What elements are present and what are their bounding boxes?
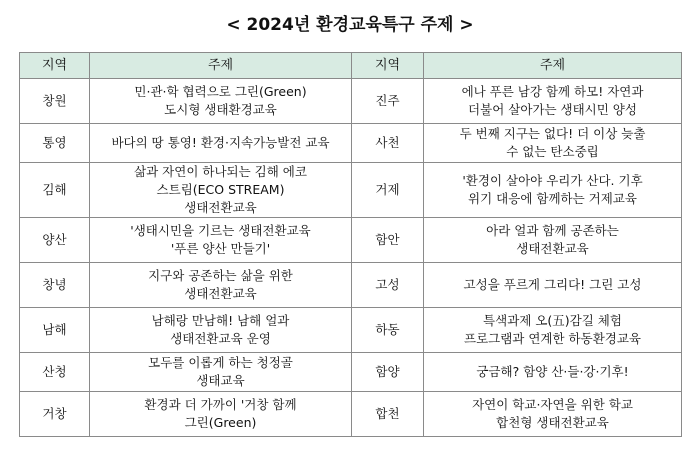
topic-cell bbox=[90, 353, 352, 392]
topic-line: '생태시민을 기르는 생태전환교육 bbox=[130, 223, 311, 238]
table-row bbox=[20, 163, 682, 218]
topic-cell bbox=[90, 163, 352, 218]
table-row bbox=[20, 353, 682, 392]
table-row bbox=[20, 308, 682, 353]
topic-line: 에나 푸른 남강 함께 하모! 자연과 bbox=[461, 84, 644, 99]
topic-line: 남해랑 만남해! 남해 얼과 bbox=[151, 313, 290, 328]
topic-line: 프로그램과 연계한 하동환경교육 bbox=[464, 331, 641, 346]
region-cell: 양산 bbox=[20, 218, 90, 263]
region-cell: 창원 bbox=[20, 79, 90, 124]
topic-line: 생태전환교육 운영 bbox=[170, 331, 271, 346]
table-header bbox=[20, 53, 682, 79]
region-cell: 합천 bbox=[352, 392, 424, 437]
topic-cell bbox=[424, 124, 682, 163]
topic-line: '환경이 살아야 우리가 산다. 기후 bbox=[462, 173, 643, 188]
topic-line: 위기 대응에 함께하는 거제교육 bbox=[468, 191, 637, 206]
table-row bbox=[20, 392, 682, 437]
region-cell: 통영 bbox=[20, 124, 90, 163]
topic-line: 자연이 학교·자연을 위한 학교 bbox=[472, 397, 633, 412]
region-cell: 진주 bbox=[352, 79, 424, 124]
topic-cell bbox=[424, 218, 682, 263]
topic-line: 아라 얼과 함께 공존하는 bbox=[486, 223, 619, 238]
topic-line: 모두를 이롭게 하는 청정골 bbox=[148, 355, 293, 370]
topic-line: 환경과 더 가까이 '거창 함께 bbox=[144, 397, 297, 412]
table-row bbox=[20, 263, 682, 308]
topic-line: '푸른 양산 만들기' bbox=[170, 241, 271, 256]
topic-line: 지구와 공존하는 삶을 위한 bbox=[148, 268, 293, 283]
topic-line: 그린(Green) bbox=[184, 415, 257, 430]
topic-line: 더불어 살아가는 생태시민 양성 bbox=[468, 102, 637, 117]
header-row bbox=[20, 53, 682, 79]
topic-cell bbox=[424, 308, 682, 353]
topic-line: 고성을 푸르게 그리다! 그린 고성 bbox=[463, 277, 642, 292]
topic-line: 특색과제 오(五)감길 체험 bbox=[483, 313, 622, 328]
region-cell: 하동 bbox=[352, 308, 424, 353]
topic-table-container bbox=[19, 52, 681, 437]
region-cell: 거제 bbox=[352, 163, 424, 218]
topic-line: 생태전환교육 bbox=[516, 241, 589, 256]
header-topic-right: 주제 bbox=[424, 53, 682, 79]
region-cell: 고성 bbox=[352, 263, 424, 308]
topic-line: 생태전환교육 bbox=[184, 286, 257, 301]
topic-cell bbox=[90, 308, 352, 353]
page-title: < 2024년 환경교육특구 주제 > bbox=[226, 15, 474, 35]
topic-line: 스트림(ECO STREAM) bbox=[156, 182, 285, 197]
topic-cell bbox=[90, 79, 352, 124]
header-region-left: 지역 bbox=[20, 53, 90, 79]
region-cell: 김해 bbox=[20, 163, 90, 218]
topic-line: 수 없는 탄소중립 bbox=[506, 144, 599, 159]
header-topic-left: 주제 bbox=[90, 53, 352, 79]
topic-cell bbox=[424, 263, 682, 308]
topic-cell bbox=[90, 218, 352, 263]
table-row bbox=[20, 79, 682, 124]
topic-cell bbox=[424, 353, 682, 392]
table-body bbox=[20, 79, 682, 437]
topic-line: 합천형 생태전환교육 bbox=[496, 415, 609, 430]
region-cell: 함양 bbox=[352, 353, 424, 392]
region-cell: 함안 bbox=[352, 218, 424, 263]
table-row bbox=[20, 124, 682, 163]
topic-table bbox=[19, 52, 682, 437]
topic-line: 도시형 생태환경교육 bbox=[164, 102, 277, 117]
region-cell: 창녕 bbox=[20, 263, 90, 308]
topic-line: 삶과 자연이 하나되는 김해 에코 bbox=[134, 164, 307, 179]
header-region-right: 지역 bbox=[352, 53, 424, 79]
topic-cell bbox=[90, 263, 352, 308]
topic-line: 바다의 땅 통영! 환경·지속가능발전 교육 bbox=[111, 135, 330, 150]
region-cell: 사천 bbox=[352, 124, 424, 163]
topic-line: 민·관·학 협력으로 그린(Green) bbox=[134, 84, 307, 99]
topic-cell bbox=[90, 392, 352, 437]
region-cell: 남해 bbox=[20, 308, 90, 353]
region-cell: 산청 bbox=[20, 353, 90, 392]
topic-cell bbox=[424, 163, 682, 218]
topic-cell bbox=[424, 392, 682, 437]
topic-line: 두 번째 지구는 없다! 더 이상 늦출 bbox=[459, 126, 646, 141]
topic-line: 궁금해? 함양 산·들·강·기후! bbox=[476, 364, 629, 379]
topic-cell bbox=[90, 124, 352, 163]
topic-cell bbox=[424, 79, 682, 124]
topic-line: 생태전환교육 bbox=[184, 200, 257, 215]
table-row bbox=[20, 218, 682, 263]
topic-line: 생태교육 bbox=[196, 373, 245, 388]
region-cell: 거창 bbox=[20, 392, 90, 437]
